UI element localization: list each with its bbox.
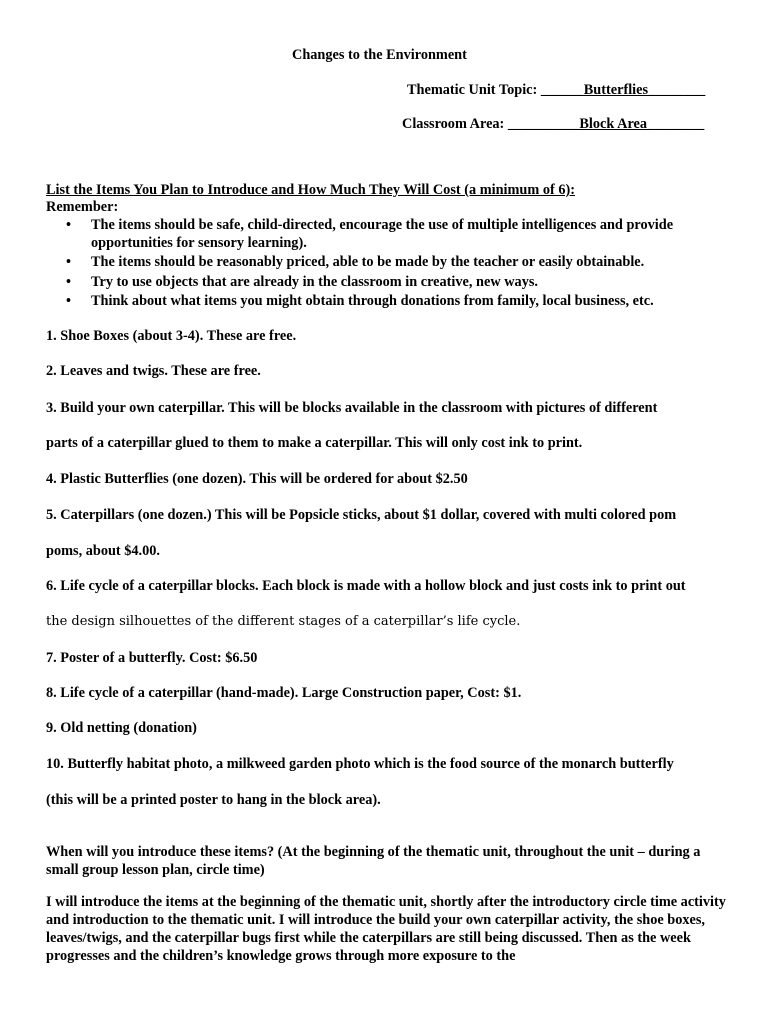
list-item-2: 2. Leaves and twigs. These are free. (46, 363, 261, 379)
answer-paragraph: I will introduce the items at the beginning of the thematic unit, shortly after the introductory circle time activity and introduction to the thematic unit. I will introduce the build your own caterpillar activity, the shoe boxes, leaves/twigs, and the caterpillar bugs first while the caterpillars are still being discussed. Then as the week progresses and the children’s knowledge grows through more exposure to the (46, 894, 726, 964)
list-item-7: 7. Poster of a butterfly. Cost: $6.50 (46, 650, 258, 666)
area-label: Classroom Area: (402, 116, 505, 132)
list-item-10: 10. Butterfly habitat photo, a milkweed garden photo which is the food source of the monarch butterfly (46, 756, 674, 772)
list-item-4: 4. Plastic Butterflies (one dozen). This will be ordered for about $2.50 (46, 471, 468, 487)
reminder-item: • The items should be reasonably priced, able to be made by the teacher or easily obtainable. (66, 254, 645, 271)
list-item-9: 9. Old netting (donation) (46, 720, 197, 736)
list-item-3: 3. Build your own caterpillar. This will be blocks available in the classroom with pictures of different (46, 400, 658, 416)
list-item-6-continued: the design silhouettes of the different stages of a caterpillar’s life cycle. (46, 614, 521, 629)
classroom-area-line (402, 115, 704, 133)
bullet-icon: • (66, 254, 72, 271)
section-heading: List the Items You Plan to Introduce and How Much They Will Cost (a minimum of 6): (46, 182, 576, 198)
bullet-icon: • (66, 292, 72, 309)
list-item-1: 1. Shoe Boxes (about 3-4). These are free. (46, 328, 297, 344)
bullet-icon: • (66, 217, 72, 233)
topic-value: ______Butterflies________ (540, 82, 706, 98)
reminder-list (66, 216, 726, 311)
topic-label: Thematic Unit Topic: (407, 82, 538, 98)
reminder-item: • Think about what items you might obtain through donations from family, local business, etc. (66, 292, 654, 309)
question-paragraph: When will you introduce these items? (At the beginning of the thematic unit, throughout the unit – during a small group lesson plan, circle time) (46, 844, 701, 878)
list-item-5-continued: poms, about $4.00. (46, 543, 160, 559)
reminder-item: • The items should be safe, child-directed, encourage the use of multiple intelligences and provide opportunities for sensory learning). (66, 217, 674, 251)
thematic-unit-topic-line (407, 81, 705, 99)
list-item-3-continued: parts of a caterpillar glued to them to make a caterpillar. This will only cost ink to print. (46, 435, 583, 451)
list-item-10-continued: (this will be a printed poster to hang in the block area). (46, 792, 381, 808)
bullet-icon: • (66, 273, 72, 290)
reminder-item: • Try to use objects that are already in the classroom in creative, new ways. (66, 273, 538, 290)
document-title: Changes to the Environment (292, 47, 467, 63)
list-item-5: 5. Caterpillars (one dozen.) This will be Popsicle sticks, about $1 dollar, covered with multi colored pom (46, 507, 677, 523)
remember-label: Remember: (46, 199, 119, 215)
list-item-8: 8. Life cycle of a caterpillar (hand-made). Large Construction paper, Cost: $1. (46, 685, 522, 701)
list-item-6: 6. Life cycle of a caterpillar blocks. Each block is made with a hollow block and just costs ink to print out (46, 578, 686, 594)
area-value: __________Block Area________ (507, 116, 705, 132)
